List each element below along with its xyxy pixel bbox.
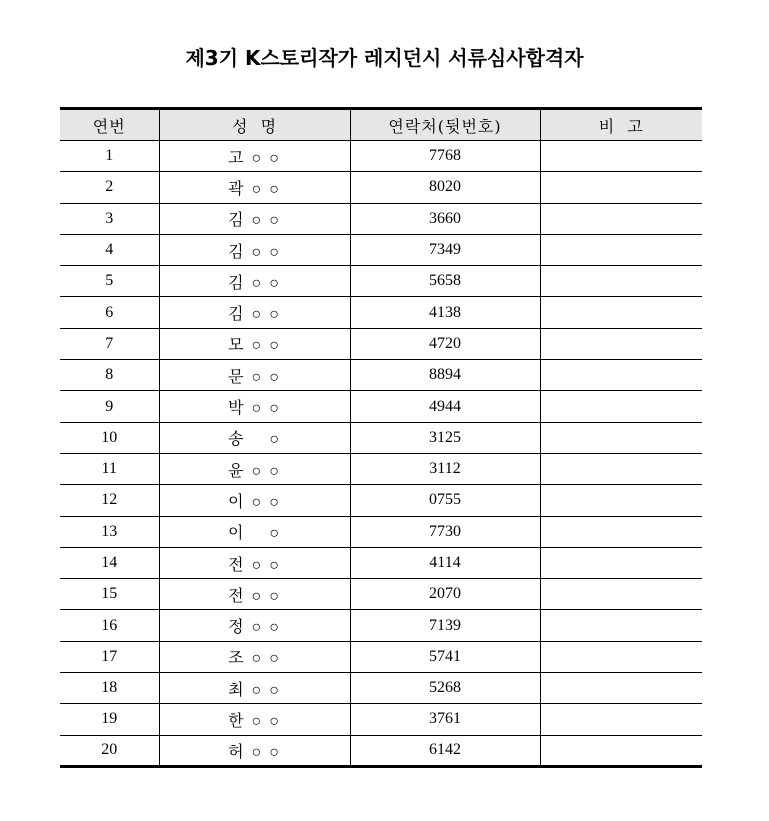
row-number: 7 xyxy=(60,328,159,359)
row-contact: 8894 xyxy=(350,360,540,391)
row-remarks xyxy=(540,234,702,265)
row-contact: 8020 xyxy=(350,172,540,203)
row-name: 조 ○ ○ xyxy=(159,641,350,672)
row-contact: 5268 xyxy=(350,673,540,704)
row-name: 문 ○ ○ xyxy=(159,360,350,391)
row-contact: 4138 xyxy=(350,297,540,328)
row-contact: 5741 xyxy=(350,641,540,672)
header-name: 성 명 xyxy=(159,109,350,141)
table-body xyxy=(60,141,702,767)
row-contact: 3761 xyxy=(350,704,540,735)
row-name: 이 ○ ○ xyxy=(159,485,350,516)
row-contact: 4114 xyxy=(350,547,540,578)
header-contact: 연락처(뒷번호) xyxy=(350,109,540,141)
row-remarks xyxy=(540,360,702,391)
row-contact: 3112 xyxy=(350,453,540,484)
row-remarks xyxy=(540,673,702,704)
row-name: 전 ○ ○ xyxy=(159,579,350,610)
row-number: 2 xyxy=(60,172,159,203)
row-number: 13 xyxy=(60,516,159,547)
document-title: 제3기 K스토리작가 레지던시 서류심사합격자 xyxy=(185,46,584,70)
row-remarks xyxy=(540,641,702,672)
table-row xyxy=(60,453,702,484)
row-number: 1 xyxy=(60,141,159,172)
row-name: 김 ○ ○ xyxy=(159,203,350,234)
row-contact: 4944 xyxy=(350,391,540,422)
row-number: 17 xyxy=(60,641,159,672)
row-contact: 7768 xyxy=(350,141,540,172)
table-row xyxy=(60,516,702,547)
row-remarks xyxy=(540,422,702,453)
table-row xyxy=(60,641,702,672)
row-name: 곽 ○ ○ xyxy=(159,172,350,203)
row-number: 18 xyxy=(60,673,159,704)
row-contact: 7730 xyxy=(350,516,540,547)
row-number: 11 xyxy=(60,453,159,484)
row-name: 허 ○ ○ xyxy=(159,735,350,766)
table-row xyxy=(60,422,702,453)
row-remarks xyxy=(540,141,702,172)
row-name: 모 ○ ○ xyxy=(159,328,350,359)
table-row xyxy=(60,203,702,234)
table-row xyxy=(60,297,702,328)
row-name: 최 ○ ○ xyxy=(159,673,350,704)
row-number: 16 xyxy=(60,610,159,641)
row-number: 10 xyxy=(60,422,159,453)
row-number: 5 xyxy=(60,266,159,297)
row-contact: 3125 xyxy=(350,422,540,453)
row-name: 고 ○ ○ xyxy=(159,141,350,172)
row-remarks xyxy=(540,172,702,203)
row-number: 3 xyxy=(60,203,159,234)
table-row xyxy=(60,485,702,516)
row-remarks xyxy=(540,203,702,234)
table-row xyxy=(60,610,702,641)
table-row xyxy=(60,673,702,704)
table-header-row xyxy=(60,109,702,141)
row-contact: 7139 xyxy=(350,610,540,641)
row-name: 전 ○ ○ xyxy=(159,547,350,578)
row-number: 4 xyxy=(60,234,159,265)
row-remarks xyxy=(540,610,702,641)
row-name: 김 ○ ○ xyxy=(159,266,350,297)
row-number: 8 xyxy=(60,360,159,391)
table-row xyxy=(60,141,702,172)
row-number: 6 xyxy=(60,297,159,328)
header-remarks: 비 고 xyxy=(540,109,702,141)
row-remarks xyxy=(540,453,702,484)
row-remarks xyxy=(540,516,702,547)
row-number: 14 xyxy=(60,547,159,578)
table-row xyxy=(60,735,702,766)
row-remarks xyxy=(540,579,702,610)
row-name: 김 ○ ○ xyxy=(159,297,350,328)
row-name: 윤 ○ ○ xyxy=(159,453,350,484)
row-name: 송 ○ xyxy=(159,422,350,453)
row-remarks xyxy=(540,391,702,422)
table-row xyxy=(60,360,702,391)
row-number: 15 xyxy=(60,579,159,610)
row-name: 한 ○ ○ xyxy=(159,704,350,735)
table-row xyxy=(60,234,702,265)
row-contact: 4720 xyxy=(350,328,540,359)
row-remarks xyxy=(540,735,702,766)
table-row xyxy=(60,547,702,578)
row-contact: 2070 xyxy=(350,579,540,610)
table-row xyxy=(60,391,702,422)
row-name: 김 ○ ○ xyxy=(159,234,350,265)
row-number: 20 xyxy=(60,735,159,766)
table-row xyxy=(60,704,702,735)
row-name: 이 ○ xyxy=(159,516,350,547)
row-remarks xyxy=(540,704,702,735)
row-number: 12 xyxy=(60,485,159,516)
row-remarks xyxy=(540,547,702,578)
table-row xyxy=(60,266,702,297)
row-contact: 6142 xyxy=(350,735,540,766)
row-number: 9 xyxy=(60,391,159,422)
row-remarks xyxy=(540,485,702,516)
header-number: 연번 xyxy=(60,109,159,141)
row-contact: 3660 xyxy=(350,203,540,234)
row-name: 박 ○ ○ xyxy=(159,391,350,422)
row-contact: 7349 xyxy=(350,234,540,265)
table-row xyxy=(60,172,702,203)
applicants-table xyxy=(60,107,702,768)
table-row xyxy=(60,328,702,359)
row-remarks xyxy=(540,297,702,328)
row-name: 정 ○ ○ xyxy=(159,610,350,641)
row-number: 19 xyxy=(60,704,159,735)
row-contact: 0755 xyxy=(350,485,540,516)
row-remarks xyxy=(540,328,702,359)
row-contact: 5658 xyxy=(350,266,540,297)
row-remarks xyxy=(540,266,702,297)
table-row xyxy=(60,579,702,610)
